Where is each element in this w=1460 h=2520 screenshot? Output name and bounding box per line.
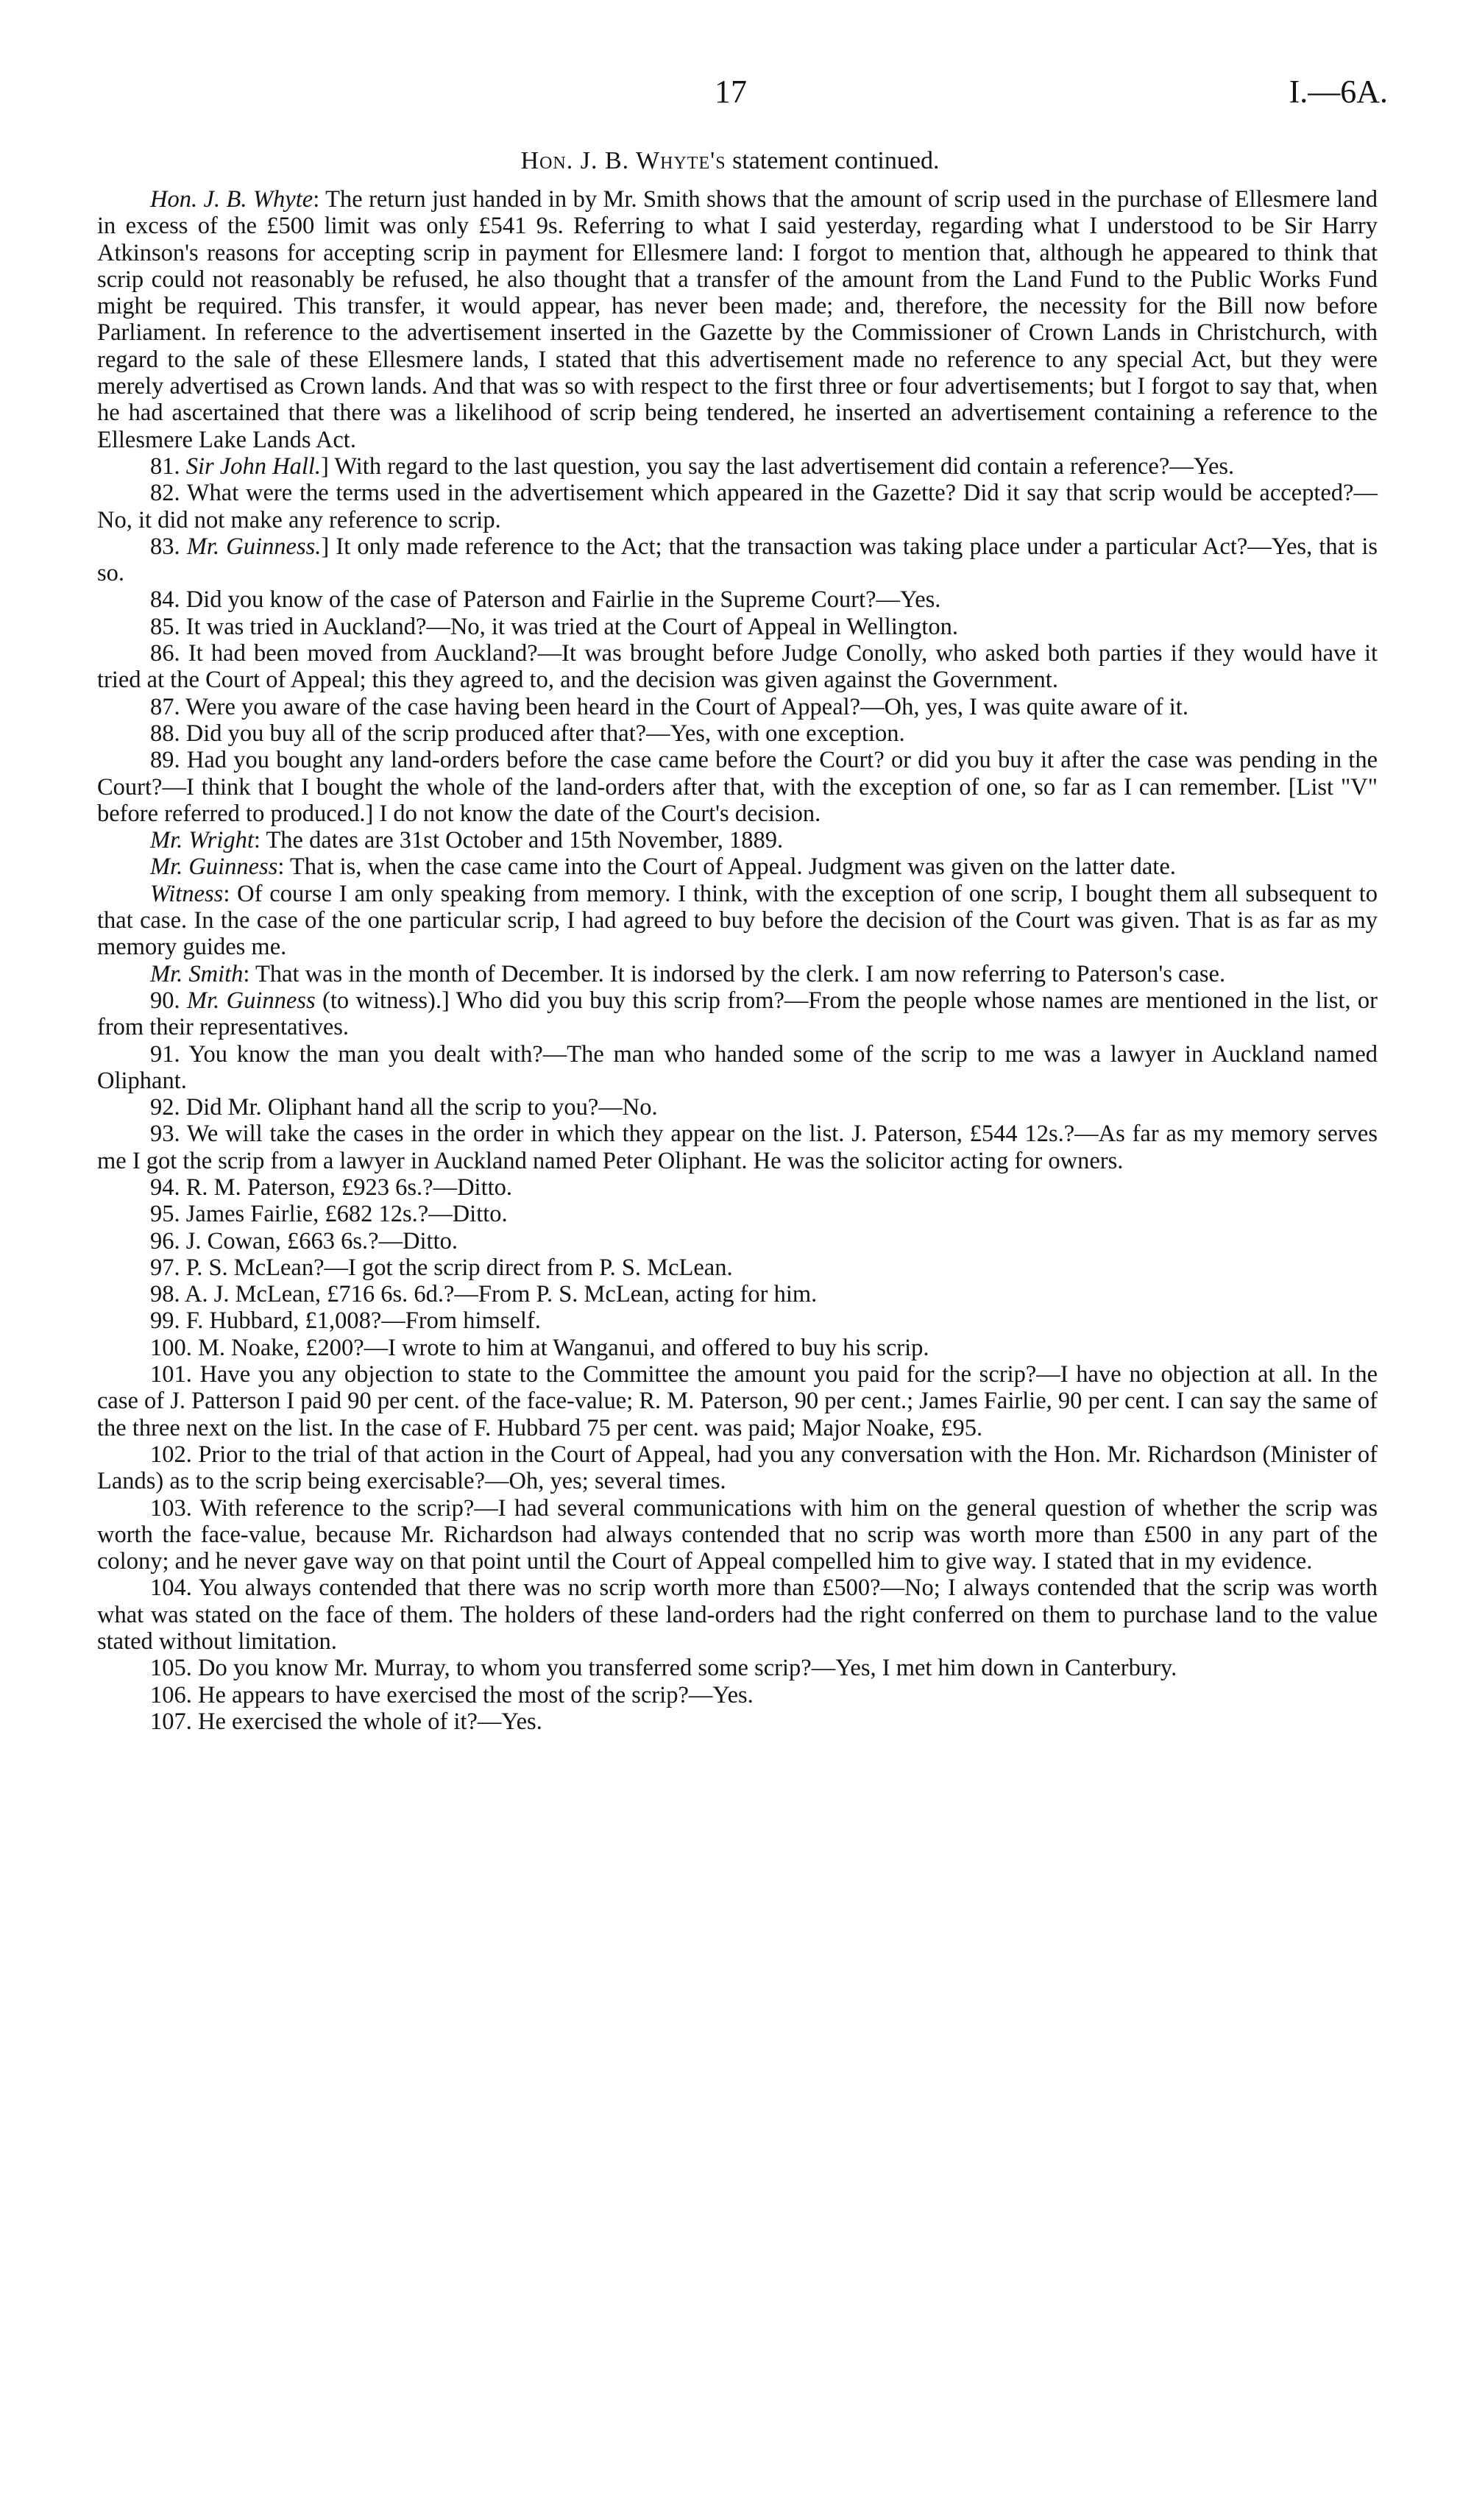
question-paragraph [97, 1682, 1378, 1708]
question-paragraph [97, 1441, 1378, 1495]
question-number: 100. [150, 1334, 198, 1361]
question-paragraph [97, 1361, 1378, 1441]
speaker: Sir John Hall. [185, 452, 322, 480]
paragraph-text: J. Cowan, £663 6s.?—Ditto. [185, 1227, 458, 1254]
heading-rest: statement continued. [726, 147, 940, 174]
section-heading [0, 149, 1460, 174]
paragraph-text: Do you know Mr. Murray, to whom you transferred some scrip?—Yes, I met him down in Canterbury. [198, 1655, 1177, 1682]
paragraph-text: M. Noake, £200?—I wrote to him at Wanganui, and offered to buy his scrip. [198, 1334, 929, 1361]
question-paragraph [97, 1281, 1378, 1307]
question-paragraph [97, 1254, 1378, 1281]
question-number: 81. [150, 452, 186, 480]
question-number: 93. [150, 1121, 187, 1148]
question-paragraph [97, 640, 1378, 694]
remark-paragraph: Witness: Of course I am only speaking from memory. I think, with the exception of one scrip, I bought them all subsequent to that case. In the case of the one particular scrip, I had agreed to buy before the decision of the Court was given. That is as far as my memory guides me. [97, 880, 1378, 961]
question-number: 94. [150, 1174, 186, 1201]
speaker: Mr. Guinness [150, 853, 278, 881]
question-paragraph [97, 614, 1378, 640]
question-number: 85. [150, 613, 186, 640]
question-number: 95. [150, 1201, 186, 1228]
question-paragraph [97, 747, 1378, 827]
question-paragraph [97, 480, 1378, 533]
speaker: Mr. Guinness [187, 987, 316, 1014]
question-paragraph [97, 720, 1378, 747]
question-number: 86. [150, 640, 188, 667]
paragraph-text: We will take the cases in the order in which they appear on the list. J. Paterson, £544 12s.?—As far as my memory serves me I got the scrip from a lawyer in Auckland named Peter Oliphant. He was the solicitor acting for owners. [97, 1121, 1378, 1174]
question-number: 99. [150, 1307, 186, 1335]
paragraph-text: What were the terms used in the advertisement which appeared in the Gazette? Did it say that scrip would be accepted?—No, it did not make any reference to scrip. [97, 480, 1378, 533]
paragraph-text: Had you bought any land-orders before the case came before the Court? or did you buy it after the case was pending in the Court?—I think that I bought the whole of the land-orders after that, with the exception of one, so far as I can remember. [List "V" before referred to produced.] I do not know the date of the Court's decision. [97, 747, 1378, 827]
question-paragraph: 83. Mr. Guinness.] It only made reference to the Act; that the transaction was taking place under a particular Act?—Yes, that is so. [97, 533, 1378, 587]
question-number: 97. [150, 1254, 186, 1281]
question-paragraph [97, 694, 1378, 720]
paragraph-text: Were you aware of the case having been heard in the Court of Appeal?—Oh, yes, I was quite aware of it. [185, 693, 1188, 720]
question-number: 92. [150, 1094, 186, 1121]
paragraph-text: Did you buy all of the scrip produced after that?—Yes, with one exception. [185, 720, 905, 747]
question-number: 96. [150, 1227, 186, 1254]
paragraph-text: Have you any objection to state to the Committee the amount you paid for the scrip?—I have no objection at all. In the case of J. Patterson I paid 90 per cent. of the face-value; R. M. Paterson, 90 per cent.; James Fairlie, 90 per cent. I can say the same of the three next on the list. In the case of F. Hubbard 75 per cent. was paid; Major Noake, £95. [97, 1361, 1378, 1441]
remark-paragraph: Mr. Smith: That was in the month of December. It is indorsed by the clerk. I am now referring to Paterson's case. [150, 960, 1226, 987]
paragraph-text: You know the man you dealt with?—The man who handed some of the scrip to me was a lawyer in Auckland named Oliphant. [97, 1040, 1378, 1094]
paragraph-text: Did you know of the case of Paterson and Fairlie in the Supreme Court?—Yes. [185, 586, 941, 614]
speaker: Mr. Guinness. [186, 533, 322, 560]
page-number: 17 [715, 74, 747, 110]
paragraph-text: You always contended that there was no scrip worth more than £500?—No; I always contended that the scrip was worth what was stated on the face of them. The holders of these land-orders had the right conferred on them to purchase land to the value stated without limitation. [97, 1575, 1378, 1655]
paragraph-text: The dates are 31st October and 15th November, 1889. [266, 827, 784, 854]
question-paragraph [97, 1575, 1378, 1655]
question-number: 82. [150, 480, 187, 507]
paragraph-text: It was tried in Auckland?—No, it was tried at the Court of Appeal in Wellington. [185, 613, 958, 640]
question-number: 98. [150, 1281, 185, 1308]
question-paragraph [97, 1708, 1378, 1735]
remark-paragraph: Mr. Guinness: That is, when the case came into the Court of Appeal. Judgment was given on the latter date. [150, 853, 1176, 881]
question-number: 89. [150, 747, 187, 774]
statement-body [97, 186, 1378, 1735]
paragraph-text: Of course I am only speaking from memory. I think, with the exception of one scrip, I bought them all subsequent to that case. In the case of the one particular scrip, I had agreed to buy before the decision of the Court was given. That is as far as my memory guides me. [97, 880, 1378, 961]
heading-name: Hon. J. B. Whyte's [520, 147, 726, 174]
speaker: Hon. J. B. Whyte [150, 186, 313, 213]
question-number: 91. [150, 1040, 189, 1068]
question-number: 105. [150, 1655, 198, 1682]
question-paragraph [97, 1094, 1378, 1121]
paragraph-text: F. Hubbard, £1,008?—From himself. [185, 1307, 541, 1335]
question-paragraph [97, 1495, 1378, 1575]
paragraph-text: P. S. McLean?—I got the scrip direct from P. S. McLean. [185, 1254, 733, 1281]
question-paragraph [97, 1335, 1378, 1361]
paragraph-text: It only made reference to the Act; that the transaction was taking place under a particular Act?—Yes, that is so. [97, 533, 1378, 587]
question-number: 88. [150, 720, 186, 747]
question-number: 83. [150, 533, 187, 560]
paragraph-text: James Fairlie, £682 12s.?—Ditto. [185, 1201, 508, 1228]
paragraph-text: He exercised the whole of it?—Yes. [198, 1708, 542, 1735]
report-code: I.—6A. [1289, 74, 1388, 110]
paragraph-text: R. M. Paterson, £923 6s.?—Ditto. [185, 1174, 513, 1201]
paragraph-text: Did Mr. Oliphant hand all the scrip to you?—No. [185, 1094, 658, 1121]
question-paragraph: 81. Sir John Hall.] With regard to the last question, you say the last advertisement did contain a reference?—Yes. [150, 452, 1235, 480]
paragraph-text: With regard to the last question, you say the last advertisement did contain a reference?—Yes. [334, 452, 1235, 480]
paragraph-text: That was in the month of December. It is indorsed by the clerk. I am now referring to Paterson's case. [255, 960, 1226, 987]
question-paragraph [97, 1174, 1378, 1201]
question-number: 107. [150, 1708, 198, 1735]
remark-paragraph: Mr. Wright: The dates are 31st October and 15th November, 1889. [150, 827, 784, 854]
paragraph-text: Who did you buy this scrip from?—From the people whose names are mentioned in the list, or from their representatives. [97, 987, 1378, 1041]
question-paragraph [97, 1228, 1378, 1254]
paragraph-text: That is, when the case came into the Court of Appeal. Judgment was given on the latter date. [289, 853, 1176, 881]
question-paragraph [97, 1041, 1378, 1095]
speaker: Mr. Smith [150, 960, 244, 987]
question-number: 104. [150, 1575, 199, 1602]
paragraph-text: Prior to the trial of that action in the Court of Appeal, had you any conversation with the Hon. Mr. Richardson (Minister of Lands) as to the scrip being exercisable?—Oh, yes; several times. [97, 1441, 1378, 1495]
question-paragraph: 90. Mr. Guinness (to witness).] Who did you buy this scrip from?—From the people whose names are mentioned in the list, or from their representatives. [97, 987, 1378, 1041]
question-number: 106. [150, 1681, 198, 1708]
question-paragraph [97, 1121, 1378, 1174]
question-number: 84. [150, 586, 186, 614]
question-paragraph [97, 586, 1378, 613]
question-number: 90. [150, 987, 188, 1014]
question-paragraph [97, 1307, 1378, 1334]
paragraph-text: It had been moved from Auckland?—It was brought before Judge Conolly, who asked both parties if they would have it tried at the Court of Appeal; this they agreed to, and the decision was given against the Government. [97, 640, 1378, 694]
question-number: 87. [150, 693, 186, 720]
paragraph-text: With reference to the scrip?—I had several communications with him on the general question of whether the scrip was worth the face-value, because Mr. Richardson had always contended that no scrip was worth more than £500 in any part of the colony; and he never gave way on that point until the Court of Appeal compelled him to give way. I stated that in my evidence. [97, 1494, 1378, 1575]
question-number: 101. [150, 1361, 200, 1388]
paragraph-text: A. J. McLean, £716 6s. 6d.?—From P. S. McLean, acting for him. [184, 1281, 818, 1308]
question-number: 103. [150, 1494, 200, 1522]
question-paragraph [97, 1655, 1378, 1681]
question-number: 102. [150, 1441, 199, 1468]
paragraph-text: The return just handed in by Mr. Smith shows that the amount of scrip used in the purchase of Ellesmere land in excess of the £500 limit was only £541 9s. Referring to what I said yesterday, regarding what I understood to be Sir Harry Atkinson's reasons for accepting scrip in payment for Ellesmere land: I forgot to mention that, although he appeared to think that scrip could not reasonably be refused, he also thought that a transfer of the amount from the Land Fund to the Public Works Fund might be required. This transfer, it would appear, has never been made; and, therefore, the necessity for the Bill now before Parliament. In reference to the advertisement inserted in the Gazette by the Commissioner of Crown Lands in Christchurch, with regard to the sale of these Ellesmere lands, I stated that this advertisement made no reference to any special Act, but they were merely advertised as Crown lands. And that was so with respect to the first three or four advertisements; but I forgot to say that, when he had ascertained that there was a likelihood of scrip being tendered, he inserted an advertisement containing a reference to the Ellesmere Lake Lands Act. [97, 186, 1378, 453]
speaker: Witness [150, 880, 224, 907]
speaker: Mr. Wright [150, 827, 254, 854]
paragraph: Hon. J. B. Whyte: The return just handed in by Mr. Smith shows that the amount of scrip used in the purchase of Ellesmere land in excess of the £500 limit was only £541 9s. Referring to what I said yesterday, regarding what I understood to be Sir Harry Atkinson's reasons for accepting scrip in payment for Ellesmere land: I forgot to mention that, although he appeared to think that scrip could not reasonably be refused, he also thought that a transfer of the amount from the Land Fund to the Public Works Fund might be required. This transfer, it would appear, has never been made; and, therefore, the necessity for the Bill now before Parliament. In reference to the advertisement inserted in the Gazette by the Commissioner of Crown Lands in Christchurch, with regard to the sale of these Ellesmere lands, I stated that this advertisement made no reference to any special Act, but they were merely advertised as Crown lands. And that was so with respect to the first three or four advertisements; but I forgot to say that, when he had ascertained that there was a likelihood of scrip being tendered, he inserted an advertisement containing a reference to the Ellesmere Lake Lands Act. [97, 186, 1378, 453]
paragraph-text: He appears to have exercised the most of the scrip?—Yes. [198, 1681, 754, 1708]
question-paragraph [97, 1201, 1378, 1227]
